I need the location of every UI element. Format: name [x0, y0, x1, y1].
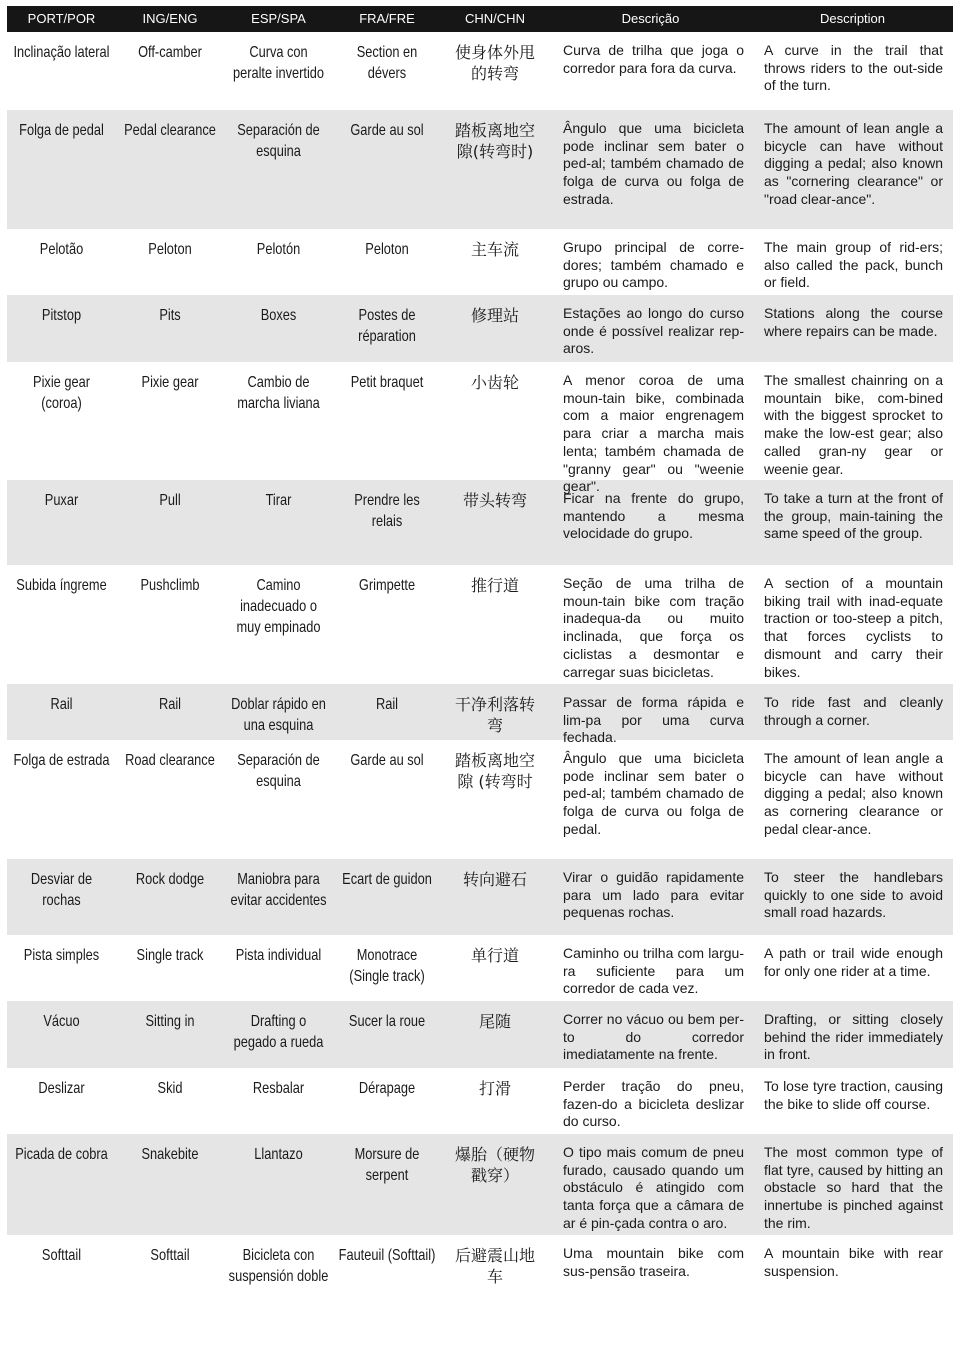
cell-spanish: Boxes [260, 307, 297, 324]
cell-portuguese: Subida íngreme [16, 577, 107, 594]
cell-description-pt: O tipo mais comum de pneu furado, causado quando um obstáculo é atingido com tanta força que a câmara de ar é pin-çada contra o aro. [563, 1144, 744, 1231]
table-row [7, 110, 953, 229]
cell-spanish: Drafting o pegado a rueda [233, 1013, 324, 1051]
cell-description-pt: Uma mountain bike com sus-pensão traseira. [563, 1245, 744, 1279]
cell-description-en: The amount of lean angle a bicycle can have without digging a pedal; also known as "cornering clearance" or "road clear-ance". [764, 120, 943, 207]
cell-portuguese: Deslizar [38, 1080, 85, 1097]
cell-french: Garde au sol [350, 752, 424, 769]
cell-description-pt: Ângulo que uma bicicleta pode inclinar sem bater o ped-al; também chamado de folga de curva ou folga de estrada. [563, 120, 744, 207]
header-chn: CHN/CHN [465, 11, 525, 26]
cell-french: Dérapage [358, 1080, 416, 1097]
table-row [7, 295, 953, 362]
cell-chinese: 主车流 [470, 240, 519, 259]
cell-english: Snakebite [141, 1146, 199, 1163]
cell-description-en: A section of a mountain biking trail with inad-equate traction or too-steep a pitch, that forces cyclists to dismount and carry their bikes. [764, 575, 943, 680]
cell-spanish: Camino inadecuado o muy empinado [236, 577, 321, 636]
cell-description-en: A mountain bike with rear suspension. [764, 1245, 943, 1279]
cell-english: Skid [157, 1080, 183, 1097]
cell-chinese: 踏板离地空隙 (转弯时 [454, 751, 535, 791]
cell-chinese: 打滑 [478, 1079, 511, 1098]
cell-french: Section en dévers [356, 44, 418, 82]
table-row [7, 480, 953, 565]
cell-french: Prendre les relais [354, 492, 420, 530]
cell-english: Pedal clearance [124, 122, 216, 139]
table-row [7, 32, 953, 110]
cell-spanish: Tirar [265, 492, 292, 509]
cell-portuguese: Pixie gear (coroa) [33, 374, 90, 412]
table-row [7, 362, 953, 495]
table-row [7, 565, 953, 684]
table-row [7, 684, 953, 746]
cell-english: Rail [158, 696, 182, 713]
cell-description-en: To steer the handlebars quickly to one side to avoid small road hazards. [764, 869, 943, 921]
table-row [7, 1001, 953, 1068]
cell-portuguese: Folga de estrada [13, 752, 110, 769]
cell-english: Peloton [148, 241, 192, 258]
cell-description-en: The amount of lean angle a bicycle can have without digging a pedal; also known as cornering clearance or pedal clear-ance. [764, 750, 943, 837]
cell-portuguese: Vácuo [43, 1013, 80, 1030]
cell-chinese: 后避震山地车 [454, 1246, 535, 1286]
cell-french: Postes de réparation [358, 307, 416, 345]
cell-french: Morsure de serpent [354, 1146, 420, 1184]
table-header [7, 6, 953, 32]
cell-spanish: Doblar rápido en una esquina [231, 696, 326, 734]
cell-chinese: 使身体外甩的转弯 [454, 43, 535, 83]
cell-french: Sucer la roue [348, 1013, 426, 1030]
cell-description-en: To lose tyre traction, causing the bike to slide off course. [764, 1078, 943, 1112]
cell-description-pt: Curva de trilha que joga o corredor para fora da curva. [563, 42, 744, 76]
cell-portuguese: Rail [50, 696, 73, 713]
table-row [7, 229, 953, 295]
cell-spanish: Resbalar [252, 1080, 305, 1097]
cell-description-en: A curve in the trail that throws riders to the out-side of the turn. [764, 42, 943, 94]
cell-chinese: 爆胎（硬物戳穿） [454, 1145, 535, 1185]
cell-english: Road clearance [125, 752, 215, 769]
table-row [7, 1134, 953, 1235]
header-eng: ING/ENG [142, 11, 198, 26]
cell-portuguese: Pitstop [41, 307, 82, 324]
cell-chinese: 转向避石 [462, 870, 527, 889]
cell-description-pt: Caminho ou trilha com largu-ra suficiente para um corredor de cada vez. [563, 945, 744, 997]
cell-description-pt: Perder tração do pneu, fazen-do a bicicleta deslizar do curso. [563, 1078, 744, 1130]
header-fre: FRA/FRE [359, 11, 415, 26]
cell-spanish: Bicicleta con suspensión doble [228, 1247, 329, 1285]
cell-portuguese: Pelotão [39, 241, 84, 258]
cell-description-en: To ride fast and cleanly through a corner. [764, 694, 943, 728]
cell-description-pt: Correr no vácuo ou bem per-to do corredor imediatamente na frente. [563, 1011, 744, 1063]
cell-french: Fauteuil (Softtail) [338, 1247, 436, 1264]
cell-spanish: Separación de esquina [237, 122, 320, 160]
table-row [7, 935, 953, 1001]
header-por: PORT/POR [27, 11, 96, 26]
cell-chinese: 小齿轮 [470, 373, 519, 392]
cell-english: Sitting in [145, 1013, 195, 1030]
header-description: Description [819, 11, 886, 26]
cell-english: Pixie gear [141, 374, 199, 391]
cell-spanish: Maniobra para evitar accidentes [230, 871, 327, 909]
cell-english: Pull [159, 492, 181, 509]
cell-description-pt: Ângulo que uma bicicleta pode inclinar sem bater o ped-al; também chamado de folga de curva ou folga de pedal. [563, 750, 744, 837]
cell-portuguese: Inclinação lateral [13, 44, 110, 61]
cell-description-pt: Passar de forma rápida e lim-pa por uma curva fechada. [563, 694, 744, 746]
cell-description-pt: Seção de uma trilha de moun-tain bike com tração inadequa-da ou muito inclinada, que força os ciclistas a desmontar e carregar suas bicicletas. [563, 575, 744, 680]
cell-english: Pits [159, 307, 181, 324]
table-row [7, 1068, 953, 1134]
cell-chinese: 干净利落转弯 [454, 695, 535, 735]
cell-french: Petit braquet [350, 374, 424, 391]
cell-chinese: 尾随 [478, 1012, 511, 1031]
cell-description-en: Drafting, or sitting closely behind the rider immediately in front. [764, 1011, 943, 1063]
cell-description-en: To take a turn at the front of the group, main-taining the same speed of the group. [764, 490, 943, 542]
cell-chinese: 单行道 [470, 946, 519, 965]
cell-portuguese: Folga de pedal [19, 122, 104, 139]
cell-description-pt: Estações ao longo do curso onde é possível realizar rep-aros. [563, 305, 744, 357]
cell-french: Ecart de guidon [342, 871, 432, 888]
cell-chinese: 推行道 [470, 576, 519, 595]
cell-chinese: 带头转弯 [462, 491, 527, 510]
glossary-table [7, 6, 953, 1319]
cell-portuguese: Pista simples [23, 947, 100, 964]
cell-description-pt: Virar o guidão rapidamente para um lado para evitar pequenas rochas. [563, 869, 744, 921]
table-row [7, 1235, 953, 1319]
cell-description-pt: A menor coroa de uma moun-tain bike, combinada com a maior engrenagem para criar a marcha mais lenta; também chamada de "granny gear" ou "weenie gear". [563, 372, 744, 495]
cell-description-pt: Grupo principal de corre-dores; também chamado e grupo ou campo. [563, 239, 744, 291]
cell-spanish: Separación de esquina [237, 752, 320, 790]
header-descricao: Descrição [621, 11, 680, 26]
cell-french: Peloton [365, 241, 409, 258]
cell-french: Grimpette [358, 577, 416, 594]
cell-spanish: Curva con peralte invertido [232, 44, 325, 82]
cell-spanish: Pelotón [256, 241, 301, 258]
cell-french: Rail [375, 696, 399, 713]
header-spa: ESP/SPA [251, 11, 306, 26]
cell-description-en: Stations along the course where repairs can be made. [764, 305, 943, 339]
cell-chinese: 踏板离地空隙(转弯时) [454, 121, 535, 161]
cell-description-en: The most common type of flat tyre, caused by hitting an obstacle so hard that the innertube is pinched against the rim. [764, 1144, 943, 1231]
cell-french: Garde au sol [350, 122, 424, 139]
table-row [7, 740, 953, 859]
cell-spanish: Cambio de marcha liviana [237, 374, 320, 412]
cell-english: Rock dodge [135, 871, 205, 888]
cell-portuguese: Puxar [44, 492, 79, 509]
cell-portuguese: Softtail [41, 1247, 82, 1264]
cell-spanish: Llantazo [254, 1146, 303, 1163]
cell-description-pt: Ficar na frente do grupo, mantendo a mesma velocidade do grupo. [563, 490, 744, 542]
cell-english: Pushclimb [140, 577, 200, 594]
cell-description-en: The smallest chainring on a mountain bike, com-bined with the biggest sprocket to make the low-est gear; also called gran-ny gear or weenie gear. [764, 372, 943, 477]
cell-chinese: 修理站 [470, 306, 519, 325]
cell-portuguese: Desviar de rochas [30, 871, 93, 909]
cell-description-en: The main group of rid-ers; also called the pack, bunch or field. [764, 239, 943, 291]
cell-portuguese: Picada de cobra [15, 1146, 108, 1163]
cell-english: Single track [136, 947, 204, 964]
table-row [7, 859, 953, 935]
cell-french: Monotrace (Single track) [349, 947, 425, 985]
cell-description-en: A path or trail wide enough for only one rider at a time. [764, 945, 943, 979]
cell-english: Softtail [150, 1247, 190, 1264]
cell-english: Off-camber [138, 44, 202, 61]
cell-spanish: Pista individual [235, 947, 322, 964]
